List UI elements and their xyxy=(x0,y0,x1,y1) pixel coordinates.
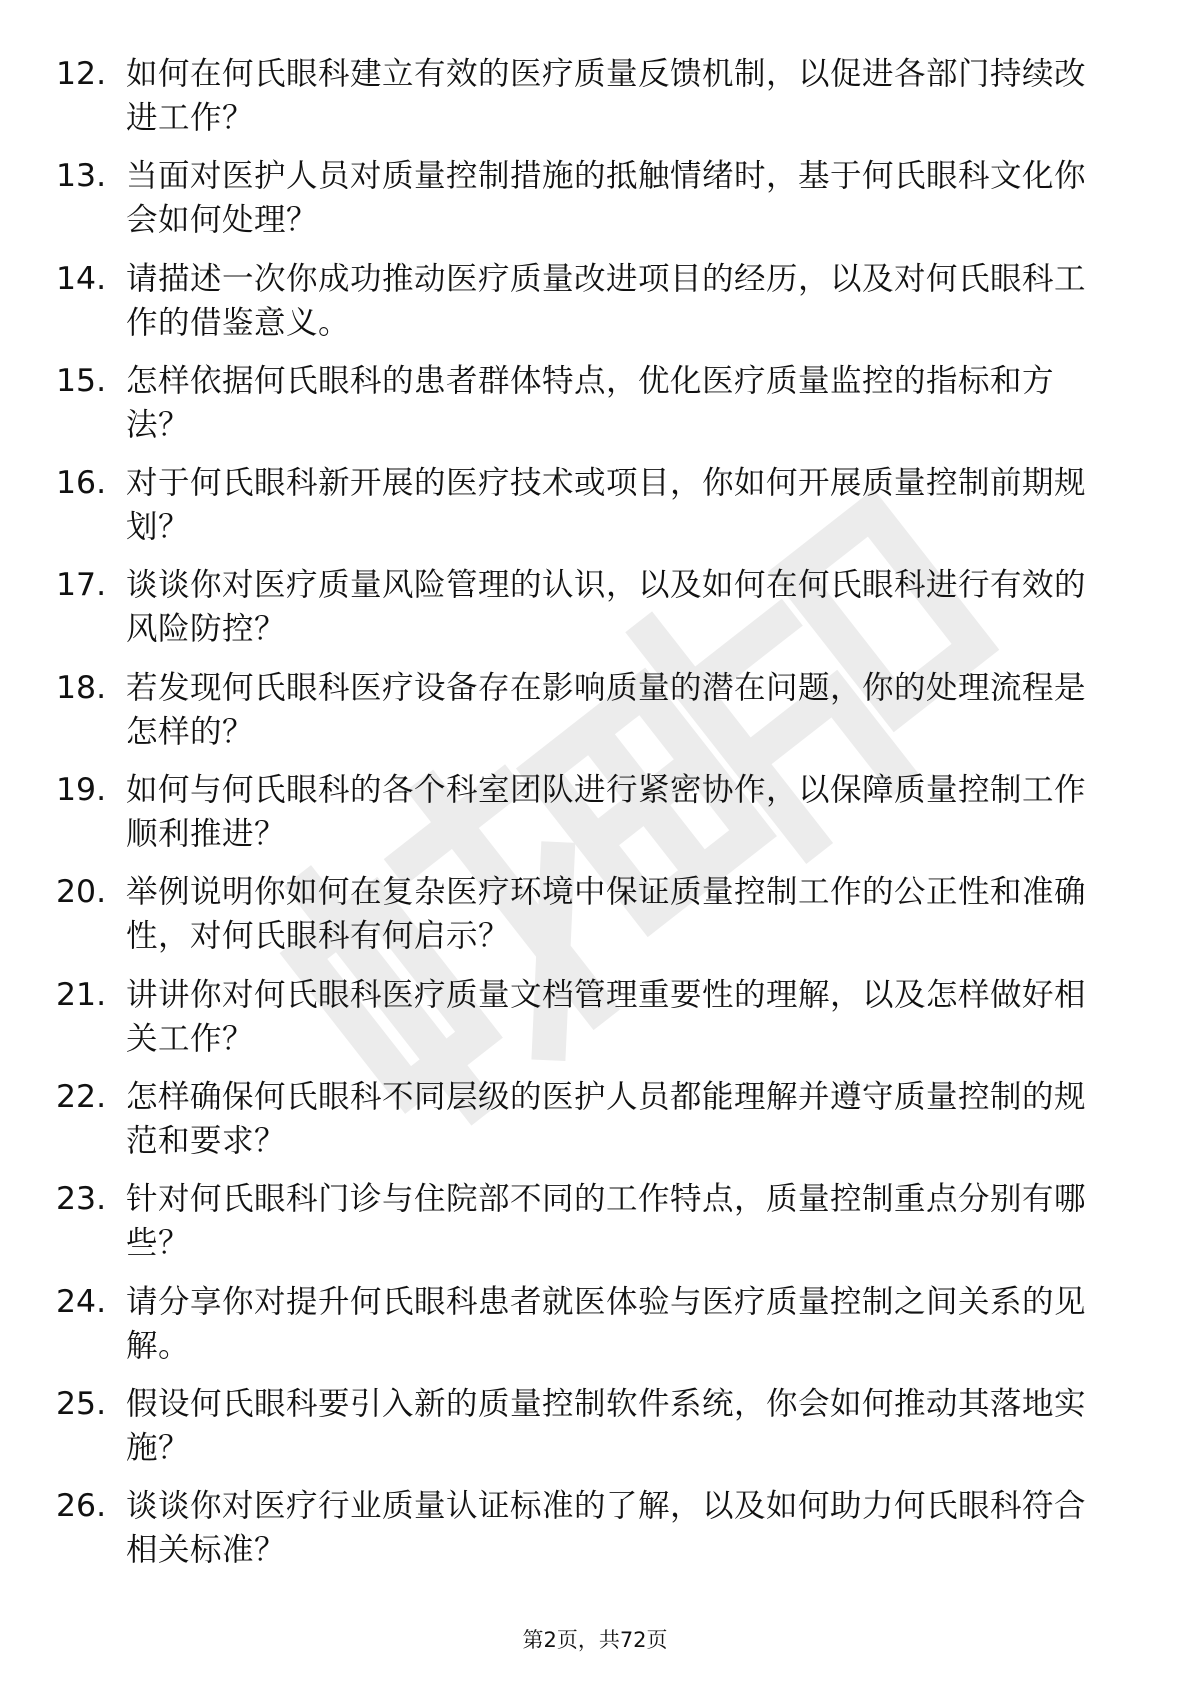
question-text: 举例说明你如何在复杂医疗环境中保证质量控制工作的公正性和准确性，对何氏眼科有何启示？ xyxy=(126,874,1087,955)
question-item xyxy=(56,768,1116,856)
question-number: 14. xyxy=(56,260,107,297)
question-text: 谈谈你对医疗质量风险管理的认识，以及如何在何氏眼科进行有效的风险防控？ xyxy=(126,567,1087,648)
question-text: 怎样确保何氏眼科不同层级的医护人员都能理解并遵守质量控制的规范和要求？ xyxy=(126,1078,1087,1159)
question-number: 16. xyxy=(56,465,107,502)
question-text: 请描述一次你成功推动医疗质量改进项目的经历，以及对何氏眼科工作的借鉴意义。 xyxy=(126,260,1087,341)
question-item xyxy=(56,1382,1116,1470)
question-text: 讲讲你对何氏眼科医疗质量文档管理重要性的理解，以及怎样做好相关工作？ xyxy=(126,976,1087,1057)
question-text: 请分享你对提升何氏眼科患者就医体验与医疗质量控制之间关系的见解。 xyxy=(126,1283,1087,1364)
question-text: 如何与何氏眼科的各个科室团队进行紧密协作，以保障质量控制工作顺利推进？ xyxy=(126,772,1087,853)
question-text: 对于何氏眼科新开展的医疗技术或项目，你如何开展质量控制前期规划？ xyxy=(126,465,1087,546)
question-number: 17. xyxy=(56,567,107,604)
question-item xyxy=(56,1177,1116,1265)
question-item xyxy=(56,1075,1116,1163)
question-item xyxy=(56,666,1116,754)
question-text: 当面对医护人员对质量控制措施的抵触情绪时，基于何氏眼科文化你会如何处理？ xyxy=(126,158,1087,239)
question-text: 若发现何氏眼科医疗设备存在影响质量的潜在问题，你的处理流程是怎样的？ xyxy=(126,669,1087,750)
question-number: 19. xyxy=(56,772,107,809)
question-item xyxy=(56,154,1116,242)
question-item xyxy=(56,359,1116,447)
question-item xyxy=(56,973,1116,1061)
question-number: 20. xyxy=(56,874,107,911)
question-item xyxy=(56,52,1116,140)
question-item xyxy=(56,257,1116,345)
question-number: 12. xyxy=(56,56,107,92)
question-item xyxy=(56,1484,1116,1572)
question-item xyxy=(56,870,1116,958)
question-text: 怎样依据何氏眼科的患者群体特点，优化医疗质量监控的指标和方法？ xyxy=(126,362,1055,443)
question-number: 24. xyxy=(56,1283,107,1320)
question-number: 23. xyxy=(56,1181,107,1218)
question-number: 26. xyxy=(56,1488,107,1525)
question-item xyxy=(56,461,1116,549)
question-text: 谈谈你对医疗行业质量认证标准的了解，以及如何助力何氏眼科符合相关标准？ xyxy=(126,1488,1087,1569)
question-number: 18. xyxy=(56,669,107,706)
question-text: 假设何氏眼科要引入新的质量控制软件系统，你会如何推动其落地实施？ xyxy=(126,1385,1087,1466)
question-number: 21. xyxy=(56,976,107,1013)
question-text: 如何在何氏眼科建立有效的医疗质量反馈机制，以促进各部门持续改进工作？ xyxy=(126,56,1087,136)
question-number: 22. xyxy=(56,1078,107,1115)
page-number-label: 第2页，共72页 xyxy=(522,1628,668,1652)
question-text: 针对何氏眼科门诊与住院部不同的工作特点，质量控制重点分别有哪些？ xyxy=(126,1181,1087,1262)
question-number: 15. xyxy=(56,362,107,399)
question-list xyxy=(56,52,1116,1586)
question-number: 13. xyxy=(56,158,107,195)
question-item xyxy=(56,1280,1116,1368)
question-item xyxy=(56,563,1116,651)
question-number: 25. xyxy=(56,1385,107,1422)
page-footer xyxy=(0,1624,1190,1654)
